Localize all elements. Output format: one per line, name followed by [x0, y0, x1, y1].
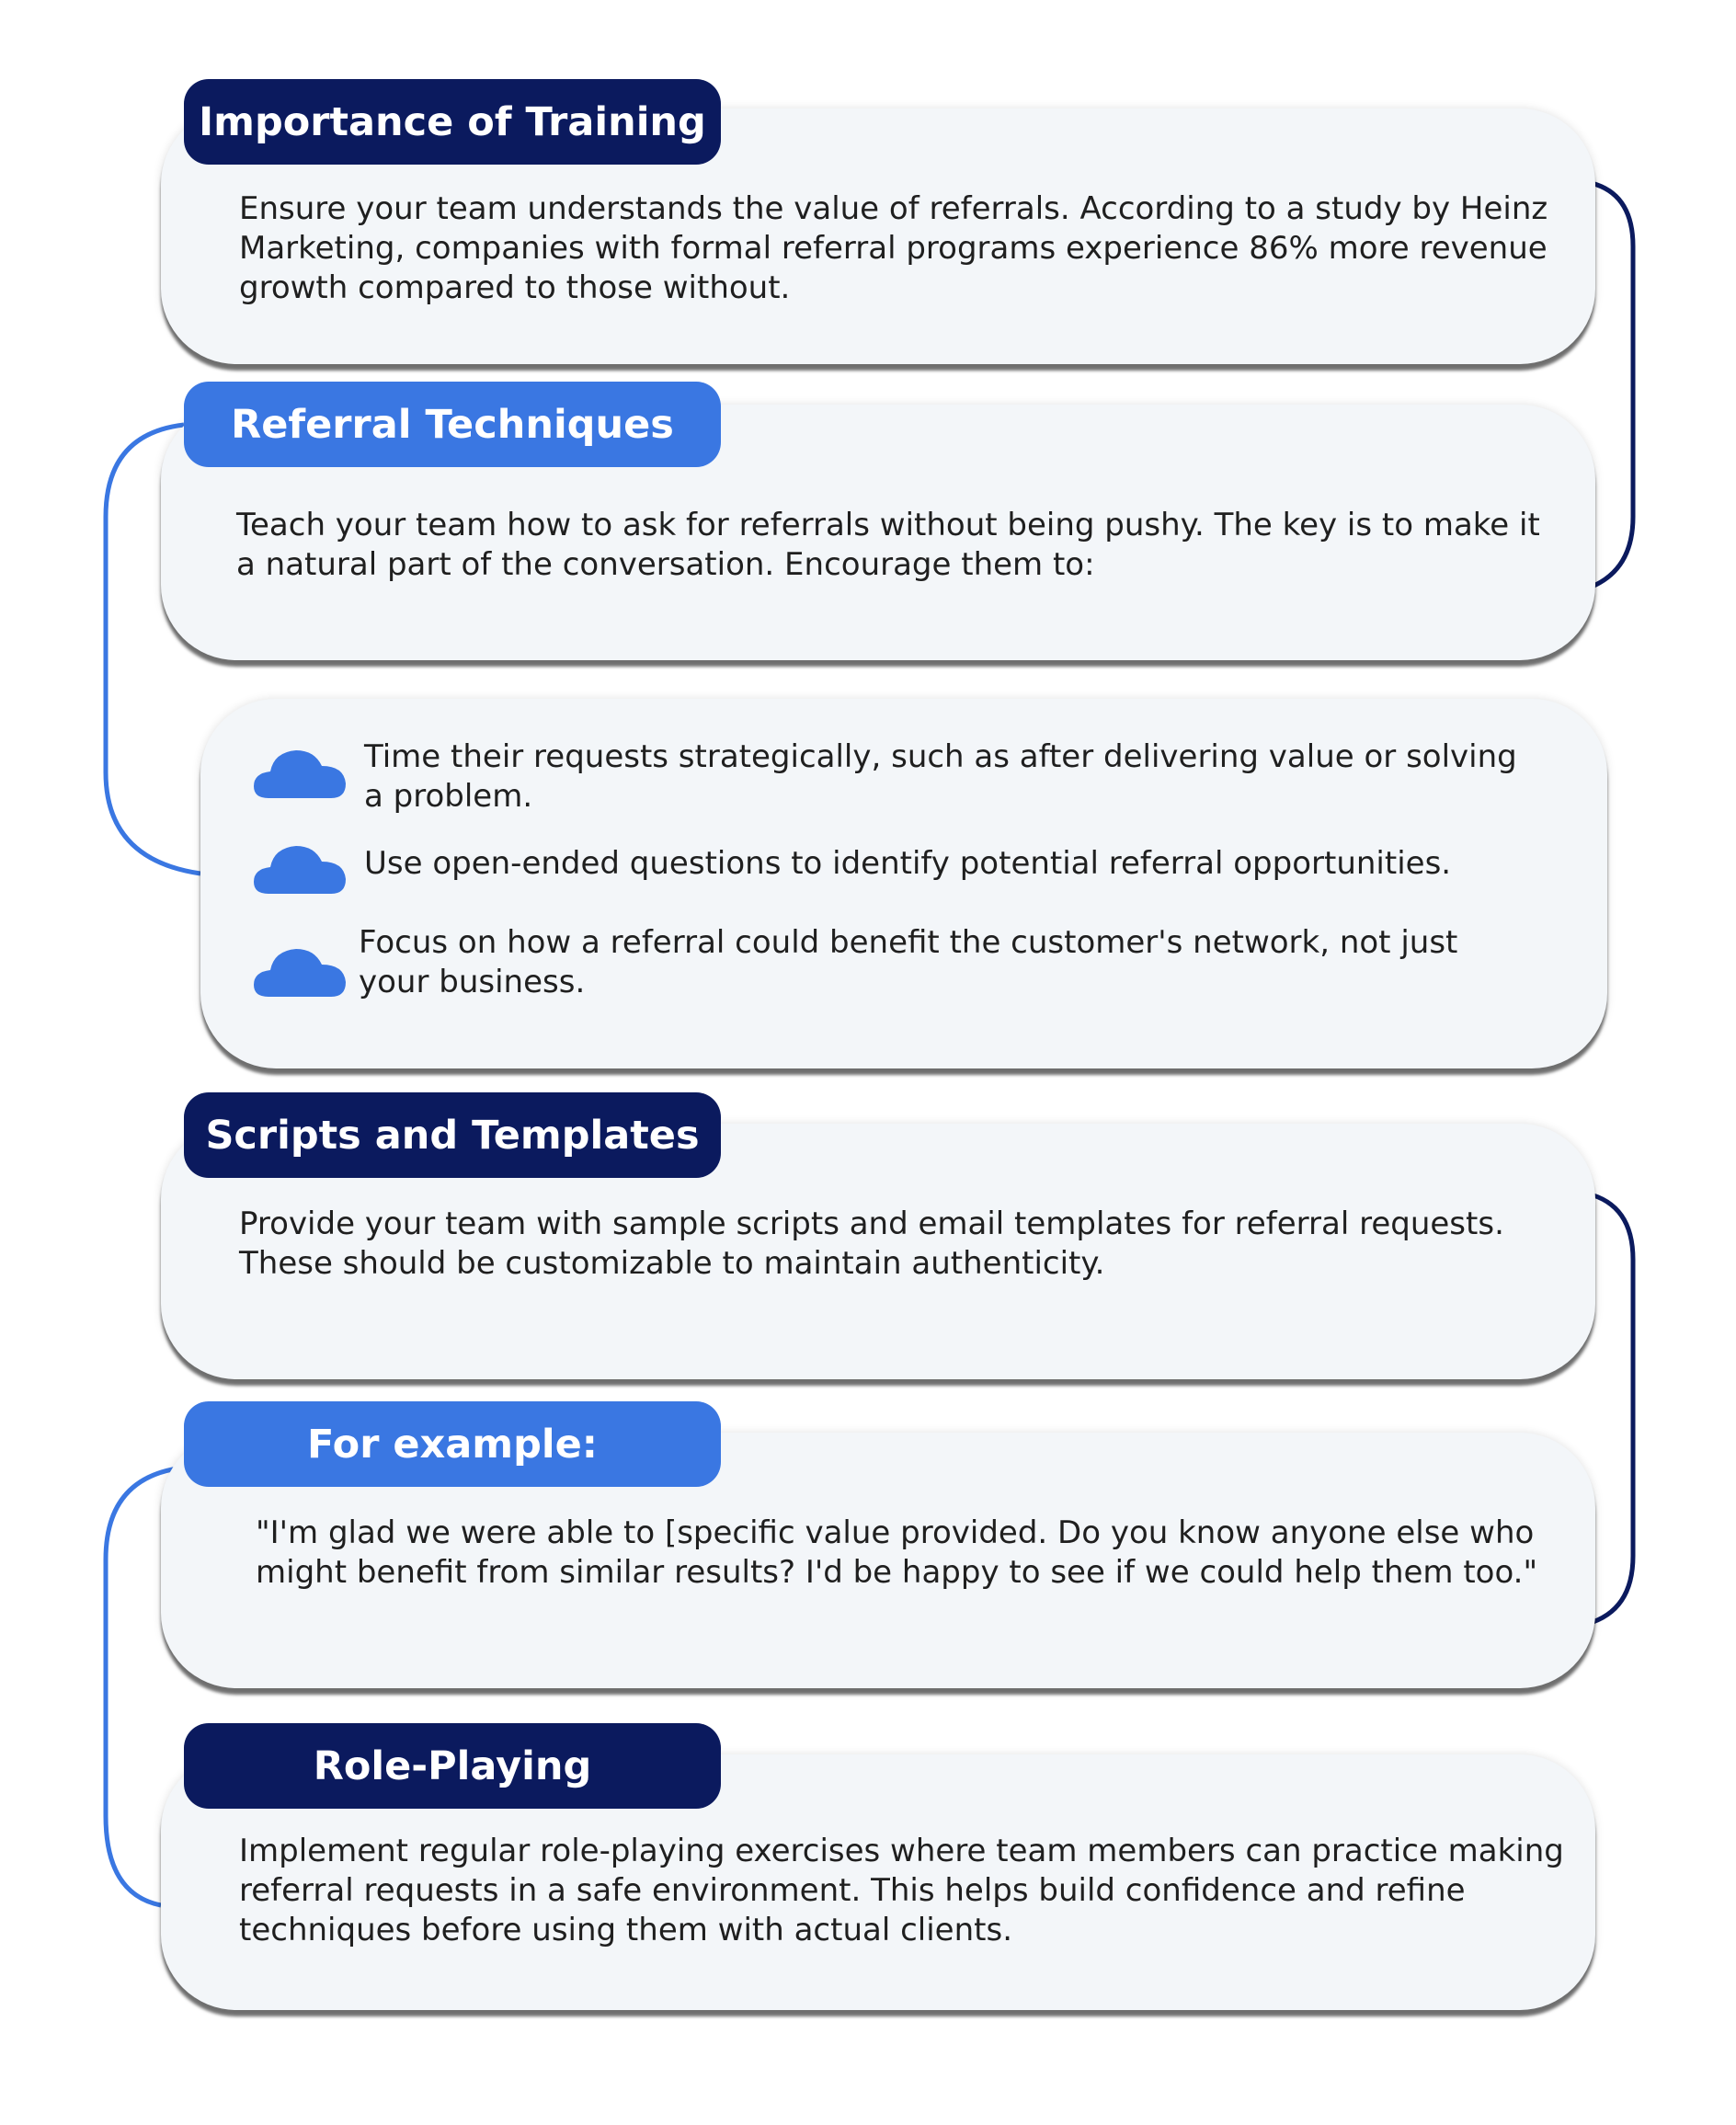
section-title-scripts-and-templates: Scripts and Templates — [184, 1092, 721, 1178]
card-body-text: Ensure your team understands the value of referrals. According to a study by Heinz Marketing, companies with formal referral programs experience 86% more revenue growth compared to those without. — [239, 190, 1548, 306]
section-title-importance-of-training: Importance of Training — [184, 79, 721, 165]
card-body-text: "I'm glad we were able to [specific value provided. Do you know anyone else who might benefit from similar results? I'd be happy to see if we could help them too." — [256, 1514, 1538, 1591]
cloud-icon — [252, 942, 348, 1000]
card-body-text: Provide your team with sample scripts and email templates for referral requests. These should be customizable to maintain authenticity. — [239, 1205, 1504, 1282]
list-item-text: Time their requests strategically, such as after delivering value or solving a problem. — [364, 738, 1517, 815]
section-title-for-example: For example: — [184, 1401, 721, 1487]
card-body-text: Teach your team how to ask for referrals without being pushy. The key is to make it a natural part of the conversation. Encourage them to: — [236, 507, 1540, 583]
cloud-icon — [252, 743, 348, 802]
card-referral-tips-list — [200, 699, 1607, 1068]
card-body-text: Implement regular role-playing exercises where team members can practice making referral requests in a safe environment. This helps build confidence and refine techniques before using them with actual clients. — [239, 1833, 1564, 1948]
section-title-role-playing: Role-Playing — [184, 1723, 721, 1809]
list-item-text: Focus on how a referral could benefit the customer's network, not just your business. — [359, 924, 1458, 1000]
list-item-text: Use open-ended questions to identify potential referral opportunities. — [364, 845, 1452, 882]
section-title-referral-techniques: Referral Techniques — [184, 382, 721, 467]
cloud-icon — [252, 839, 348, 897]
